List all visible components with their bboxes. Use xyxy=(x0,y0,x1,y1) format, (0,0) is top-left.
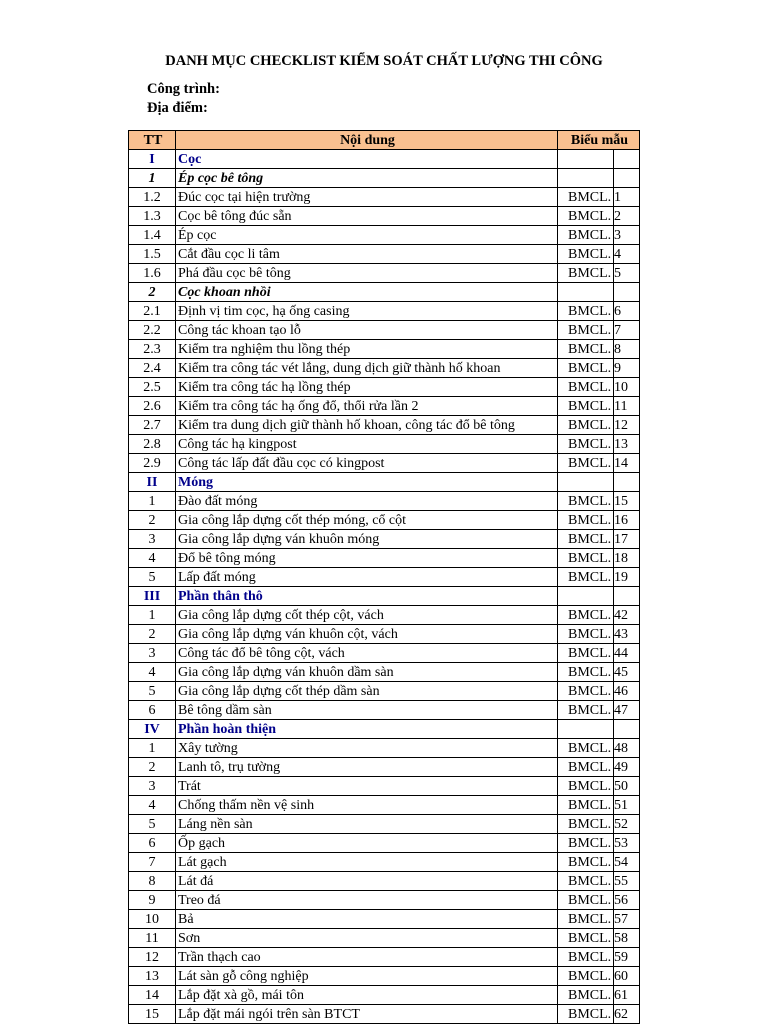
row-form-code xyxy=(558,169,614,188)
table-row xyxy=(129,1005,640,1024)
row-tt: 4 xyxy=(129,663,176,682)
table-row xyxy=(129,587,640,606)
table-row xyxy=(129,511,640,530)
table-row xyxy=(129,435,640,454)
header-form: Biểu mẫu xyxy=(558,131,640,150)
table-row xyxy=(129,416,640,435)
row-form-number: 19 xyxy=(614,568,640,587)
row-tt: 2.7 xyxy=(129,416,176,435)
row-tt: 3 xyxy=(129,530,176,549)
table-row xyxy=(129,967,640,986)
row-label: Công tác lấp đất đầu cọc có kingpost xyxy=(176,454,558,473)
row-tt: 2 xyxy=(129,283,176,302)
row-form-number: 50 xyxy=(614,777,640,796)
row-form-code: BMCL. xyxy=(558,758,614,777)
row-form-code: BMCL. xyxy=(558,226,614,245)
row-form-code: BMCL. xyxy=(558,397,614,416)
row-form-number: 42 xyxy=(614,606,640,625)
table-row xyxy=(129,340,640,359)
table-row xyxy=(129,948,640,967)
row-tt: 11 xyxy=(129,929,176,948)
row-form-code: BMCL. xyxy=(558,1005,614,1024)
row-tt: 5 xyxy=(129,682,176,701)
table-row xyxy=(129,986,640,1005)
row-tt: IV xyxy=(129,720,176,739)
table-row xyxy=(129,815,640,834)
row-label: Treo đá xyxy=(176,891,558,910)
row-form-number xyxy=(614,587,640,606)
table-row xyxy=(129,378,640,397)
row-form-code xyxy=(558,587,614,606)
row-label: Kiểm tra công tác hạ ống đổ, thổi rửa lần 2 xyxy=(176,397,558,416)
row-tt: 4 xyxy=(129,549,176,568)
row-tt: 1 xyxy=(129,606,176,625)
row-label: Móng xyxy=(176,473,558,492)
row-label: Công tác đổ bê tông cột, vách xyxy=(176,644,558,663)
row-form-number: 1 xyxy=(614,188,640,207)
row-form-code: BMCL. xyxy=(558,739,614,758)
table-row xyxy=(129,720,640,739)
row-tt: 1.3 xyxy=(129,207,176,226)
row-form-code: BMCL. xyxy=(558,777,614,796)
row-form-code: BMCL. xyxy=(558,302,614,321)
table-row xyxy=(129,739,640,758)
row-form-code: BMCL. xyxy=(558,511,614,530)
row-tt: 9 xyxy=(129,891,176,910)
row-form-number: 49 xyxy=(614,758,640,777)
row-label: Kiểm tra công tác hạ lồng thép xyxy=(176,378,558,397)
row-tt: 1.4 xyxy=(129,226,176,245)
row-form-code: BMCL. xyxy=(558,454,614,473)
table-row xyxy=(129,891,640,910)
row-form-number: 15 xyxy=(614,492,640,511)
table-row xyxy=(129,929,640,948)
row-form-number: 46 xyxy=(614,682,640,701)
row-label: Trần thạch cao xyxy=(176,948,558,967)
table-body xyxy=(129,150,640,1024)
row-tt: II xyxy=(129,473,176,492)
row-form-number xyxy=(614,720,640,739)
row-label: Phá đầu cọc bê tông xyxy=(176,264,558,283)
table-row xyxy=(129,834,640,853)
row-label: Trát xyxy=(176,777,558,796)
row-form-number: 12 xyxy=(614,416,640,435)
row-label: Định vị tim cọc, hạ ống casing xyxy=(176,302,558,321)
row-tt: 2.8 xyxy=(129,435,176,454)
row-form-code: BMCL. xyxy=(558,264,614,283)
row-label: Ép cọc xyxy=(176,226,558,245)
row-form-code: BMCL. xyxy=(558,207,614,226)
row-label: Lấp đất móng xyxy=(176,568,558,587)
row-form-code: BMCL. xyxy=(558,929,614,948)
row-tt: 2 xyxy=(129,758,176,777)
row-form-number: 61 xyxy=(614,986,640,1005)
row-form-number: 58 xyxy=(614,929,640,948)
document-title: DANH MỤC CHECKLIST KIỂM SOÁT CHẤT LƯỢNG THI CÔNG xyxy=(165,53,603,69)
table-row xyxy=(129,150,640,169)
row-form-number: 16 xyxy=(614,511,640,530)
row-tt: 5 xyxy=(129,568,176,587)
row-form-number: 47 xyxy=(614,701,640,720)
row-label: Ép cọc bê tông xyxy=(176,169,558,188)
row-form-number: 14 xyxy=(614,454,640,473)
row-label: Lanh tô, trụ tường xyxy=(176,758,558,777)
row-form-code: BMCL. xyxy=(558,891,614,910)
row-form-number: 13 xyxy=(614,435,640,454)
row-form-code: BMCL. xyxy=(558,188,614,207)
row-tt: 1.2 xyxy=(129,188,176,207)
table-row xyxy=(129,663,640,682)
header-content: Nội dung xyxy=(176,131,558,150)
row-form-number: 60 xyxy=(614,967,640,986)
row-form-number: 43 xyxy=(614,625,640,644)
row-tt: 1 xyxy=(129,739,176,758)
row-form-number xyxy=(614,169,640,188)
table-row xyxy=(129,454,640,473)
row-form-number: 3 xyxy=(614,226,640,245)
row-form-number: 48 xyxy=(614,739,640,758)
row-tt: 3 xyxy=(129,644,176,663)
row-form-code: BMCL. xyxy=(558,625,614,644)
row-label: Kiểm tra dung dịch giữ thành hố khoan, công tác đổ bê tông xyxy=(176,416,558,435)
row-tt: 2 xyxy=(129,511,176,530)
row-tt: 1 xyxy=(129,169,176,188)
row-label: Bả xyxy=(176,910,558,929)
row-label: Cọc khoan nhồi xyxy=(176,283,558,302)
location-label: Địa điểm: xyxy=(147,100,208,116)
table-row xyxy=(129,321,640,340)
row-tt: 2.5 xyxy=(129,378,176,397)
row-label: Lát đá xyxy=(176,872,558,891)
row-label: Đúc cọc tại hiện trường xyxy=(176,188,558,207)
row-form-code: BMCL. xyxy=(558,986,614,1005)
row-form-code: BMCL. xyxy=(558,853,614,872)
row-tt: 1.5 xyxy=(129,245,176,264)
row-form-number: 10 xyxy=(614,378,640,397)
project-label: Công trình: xyxy=(147,81,220,97)
table-row xyxy=(129,283,640,302)
row-tt: 15 xyxy=(129,1005,176,1024)
table-row xyxy=(129,777,640,796)
table-row xyxy=(129,549,640,568)
row-label: Đổ bê tông móng xyxy=(176,549,558,568)
table-row xyxy=(129,701,640,720)
row-tt: 1.6 xyxy=(129,264,176,283)
row-label: Đào đất móng xyxy=(176,492,558,511)
row-label: Phần thân thô xyxy=(176,587,558,606)
table-row xyxy=(129,473,640,492)
row-form-number: 62 xyxy=(614,1005,640,1024)
row-form-number: 53 xyxy=(614,834,640,853)
row-label: Cắt đầu cọc li tâm xyxy=(176,245,558,264)
table-row xyxy=(129,853,640,872)
row-label: Gia công lắp dựng cốt thép dầm sàn xyxy=(176,682,558,701)
table-row xyxy=(129,302,640,321)
table-row xyxy=(129,796,640,815)
row-form-number xyxy=(614,150,640,169)
row-label: Lát sàn gỗ công nghiệp xyxy=(176,967,558,986)
row-tt: 10 xyxy=(129,910,176,929)
row-tt: 2.2 xyxy=(129,321,176,340)
row-tt: 4 xyxy=(129,796,176,815)
row-form-code: BMCL. xyxy=(558,549,614,568)
row-label: Phần hoàn thiện xyxy=(176,720,558,739)
table-row xyxy=(129,625,640,644)
row-form-code: BMCL. xyxy=(558,663,614,682)
row-form-code: BMCL. xyxy=(558,910,614,929)
table-row xyxy=(129,644,640,663)
row-form-code: BMCL. xyxy=(558,492,614,511)
row-tt: 2.3 xyxy=(129,340,176,359)
row-form-code xyxy=(558,283,614,302)
checklist-table xyxy=(128,130,640,1024)
row-tt: 8 xyxy=(129,872,176,891)
row-tt: 2 xyxy=(129,625,176,644)
row-form-code: BMCL. xyxy=(558,815,614,834)
row-tt: 13 xyxy=(129,967,176,986)
row-form-code: BMCL. xyxy=(558,340,614,359)
row-form-code: BMCL. xyxy=(558,644,614,663)
row-tt: 2.9 xyxy=(129,454,176,473)
table-row xyxy=(129,169,640,188)
table-row xyxy=(129,872,640,891)
row-tt: 6 xyxy=(129,701,176,720)
row-form-number: 51 xyxy=(614,796,640,815)
row-form-code: BMCL. xyxy=(558,568,614,587)
row-form-number: 44 xyxy=(614,644,640,663)
table-row xyxy=(129,758,640,777)
row-tt: I xyxy=(129,150,176,169)
row-tt: 14 xyxy=(129,986,176,1005)
row-label: Sơn xyxy=(176,929,558,948)
table-row xyxy=(129,682,640,701)
table-row xyxy=(129,492,640,511)
row-form-number: 8 xyxy=(614,340,640,359)
row-form-code xyxy=(558,150,614,169)
row-form-code: BMCL. xyxy=(558,321,614,340)
row-form-code: BMCL. xyxy=(558,682,614,701)
row-tt: 2.1 xyxy=(129,302,176,321)
row-form-number: 7 xyxy=(614,321,640,340)
row-form-code: BMCL. xyxy=(558,359,614,378)
row-tt: 12 xyxy=(129,948,176,967)
row-label: Bê tông dầm sàn xyxy=(176,701,558,720)
row-form-number: 6 xyxy=(614,302,640,321)
row-form-code: BMCL. xyxy=(558,245,614,264)
row-form-number: 55 xyxy=(614,872,640,891)
row-label: Cọc xyxy=(176,150,558,169)
row-form-number: 54 xyxy=(614,853,640,872)
row-form-number: 5 xyxy=(614,264,640,283)
row-form-code: BMCL. xyxy=(558,435,614,454)
row-tt: 2.4 xyxy=(129,359,176,378)
row-form-number: 18 xyxy=(614,549,640,568)
row-form-number: 17 xyxy=(614,530,640,549)
row-form-code: BMCL. xyxy=(558,530,614,549)
row-form-code: BMCL. xyxy=(558,967,614,986)
row-form-code: BMCL. xyxy=(558,948,614,967)
row-form-code: BMCL. xyxy=(558,378,614,397)
table-row xyxy=(129,910,640,929)
row-form-number: 56 xyxy=(614,891,640,910)
table-header-row xyxy=(129,131,640,150)
row-label: Kiểm tra công tác vét lắng, dung dịch giữ thành hố khoan xyxy=(176,359,558,378)
row-tt: 7 xyxy=(129,853,176,872)
row-form-number: 52 xyxy=(614,815,640,834)
row-label: Cọc bê tông đúc sẵn xyxy=(176,207,558,226)
table-row xyxy=(129,397,640,416)
row-form-number: 4 xyxy=(614,245,640,264)
row-form-number: 2 xyxy=(614,207,640,226)
row-label: Chống thấm nền vệ sinh xyxy=(176,796,558,815)
header-tt: TT xyxy=(129,131,176,150)
row-form-code xyxy=(558,473,614,492)
row-label: Gia công lắp dựng ván khuôn móng xyxy=(176,530,558,549)
table-row xyxy=(129,359,640,378)
row-label: Lắp đặt xà gồ, mái tôn xyxy=(176,986,558,1005)
row-form-number xyxy=(614,473,640,492)
row-form-number xyxy=(614,283,640,302)
row-form-code: BMCL. xyxy=(558,872,614,891)
row-form-number: 57 xyxy=(614,910,640,929)
row-label: Gia công lắp dựng cốt thép móng, cổ cột xyxy=(176,511,558,530)
row-label: Lắp đặt mái ngói trên sàn BTCT xyxy=(176,1005,558,1024)
row-form-code: BMCL. xyxy=(558,416,614,435)
row-form-number: 45 xyxy=(614,663,640,682)
row-label: Ốp gạch xyxy=(176,834,558,853)
row-form-code: BMCL. xyxy=(558,701,614,720)
row-label: Công tác khoan tạo lỗ xyxy=(176,321,558,340)
row-label: Láng nền sàn xyxy=(176,815,558,834)
row-form-code: BMCL. xyxy=(558,796,614,815)
row-tt: 1 xyxy=(129,492,176,511)
row-tt: 3 xyxy=(129,777,176,796)
table-row xyxy=(129,606,640,625)
row-tt: 5 xyxy=(129,815,176,834)
row-form-code: BMCL. xyxy=(558,606,614,625)
row-label: Xây tường xyxy=(176,739,558,758)
row-form-code: BMCL. xyxy=(558,834,614,853)
row-form-number: 9 xyxy=(614,359,640,378)
row-tt: 2.6 xyxy=(129,397,176,416)
row-label: Gia công lắp dựng ván khuôn dầm sàn xyxy=(176,663,558,682)
table-row xyxy=(129,568,640,587)
row-tt: III xyxy=(129,587,176,606)
row-form-number: 11 xyxy=(614,397,640,416)
table-row xyxy=(129,530,640,549)
row-label: Gia công lắp dựng cốt thép cột, vách xyxy=(176,606,558,625)
row-label: Kiểm tra nghiệm thu lồng thép xyxy=(176,340,558,359)
row-label: Lát gạch xyxy=(176,853,558,872)
row-form-code xyxy=(558,720,614,739)
table-row xyxy=(129,207,640,226)
row-label: Công tác hạ kingpost xyxy=(176,435,558,454)
table-row xyxy=(129,226,640,245)
row-form-number: 59 xyxy=(614,948,640,967)
table-row xyxy=(129,188,640,207)
row-tt: 6 xyxy=(129,834,176,853)
table-row xyxy=(129,264,640,283)
table-row xyxy=(129,245,640,264)
row-label: Gia công lắp dựng ván khuôn cột, vách xyxy=(176,625,558,644)
